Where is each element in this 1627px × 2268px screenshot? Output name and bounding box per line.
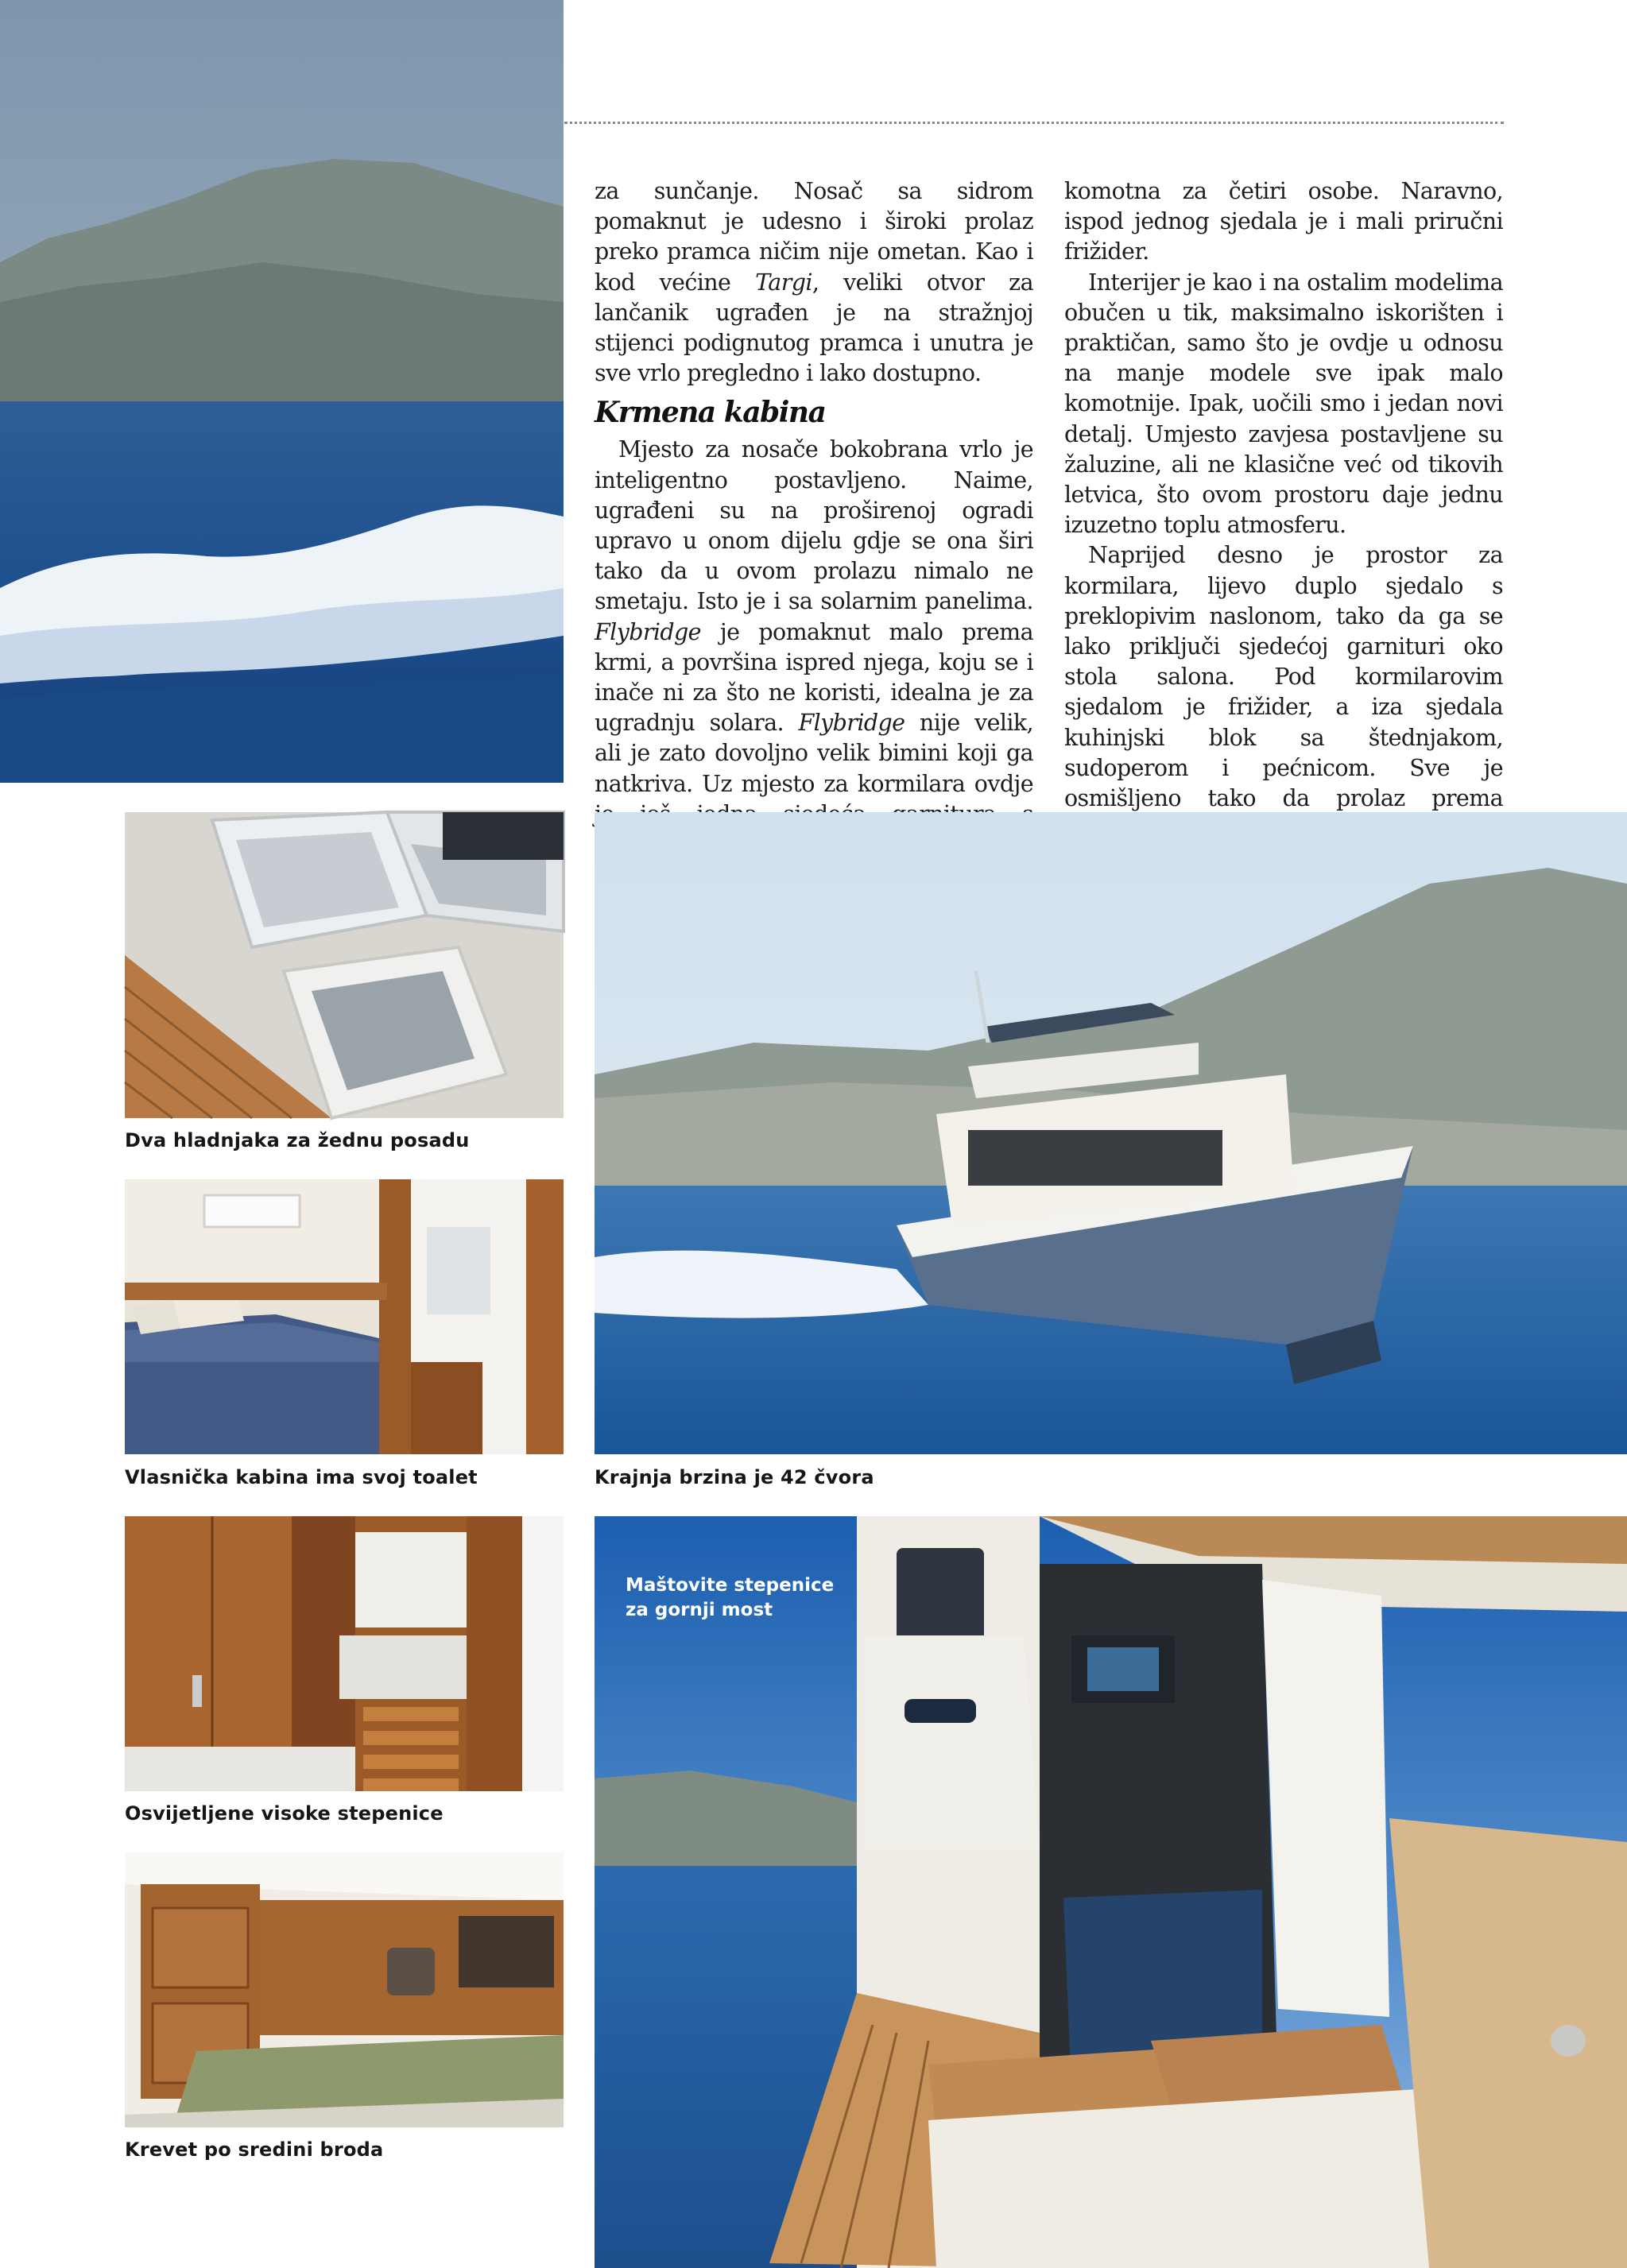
flybridge-boat-photo xyxy=(595,812,1627,1454)
caption-speed: Krajnja brzina je 42 čvora xyxy=(595,1466,874,1488)
sea-wake-photo xyxy=(0,0,564,783)
lit-stairs-photo xyxy=(125,1516,564,1791)
article-column-1 xyxy=(595,176,1033,797)
paragraph: komotna za četiri osobe. Naravno, ispod jednog sjedala je i mali priručni frižider. xyxy=(1064,178,1503,265)
emphasis: Flybridge xyxy=(595,618,701,645)
section-heading: Krmena kabina xyxy=(595,396,826,430)
text: nije velik, ali je zato dovoljno velik bimini koji ga natkriva. Uz mjesto za kormilara ovdje xyxy=(595,710,1033,797)
mid-bed-photo xyxy=(125,1852,564,2127)
fridges-photo xyxy=(125,812,564,1118)
paragraph: Interijer je kao i na ostalim modelima obučen u tik, maksimalno iskorišten i praktičan, samo što je ovdje u odnosu na manje modele sve ipak malo komotnije. Ipak, uočili smo i jedan novi detalj. Umjesto zavjesa postavljene su žaluzine, ali ne klasične već od tikovih letvica, što ovom prostoru daje jednu izuzetno toplu atmosferu. xyxy=(1064,269,1503,539)
paragraph xyxy=(595,176,1033,389)
text: , veliki otvor za lančanik ugrađen je na stražnjoj stijenci podignutog pramca i unutra je sve vrlo pregledno i lako dostupno. xyxy=(595,269,1033,387)
text: Mjesto za nosače bokobrana vrlo je inteligentno postavljeno. Naime, ugrađeni su na proširenoj ogradi upravo u onom dijelu gdje se ona širi tako da u ovom prolazu nimalo ne smetaju. Isto je i sa solarnim panelima. xyxy=(595,436,1033,615)
header-dotted-rule xyxy=(564,122,1504,124)
caption-upper-stairs xyxy=(626,1573,834,1623)
paragraph: Naprijed desno je prostor za kormilara, lijevo duplo sjedalo s preklopivim naslonom, tako da ga se lako priključi sjedećoj garnituri oko stola salona. Pod kormilarovim sjedalom je frižider, a iza sjedala kuhinjski blok sa štednjakom, sudoperom i pećnicom. Sve je osmišljeno tako da prolaz prema xyxy=(1064,542,1503,812)
emphasis: Targi xyxy=(755,269,812,296)
caption-stairs: Osvijetljene visoke stepenice xyxy=(125,1802,444,1825)
text: za sunčanje. Nosač sa sidrom pomaknut je udesno i široki prolaz preko pramca ničim nije ometan. Kao i kod većine xyxy=(595,178,1033,296)
paragraph xyxy=(595,435,1033,860)
emphasis: Flybridge xyxy=(798,710,905,737)
caption-owner-cabin: Vlasnička kabina ima svoj toalet xyxy=(125,1466,478,1488)
text: je pomaknut malo prema krmi, a površina ispred njega, koju se i inače ni za što ne koristi, idealna je za ugradnju solara. xyxy=(595,618,1033,737)
caption-fridges: Dva hladnjaka za žednu posadu xyxy=(125,1129,470,1151)
article-column-2 xyxy=(1064,176,1503,812)
caption-line: Maštovite stepenice xyxy=(626,1575,835,1596)
caption-line: za gornji most xyxy=(626,1600,773,1620)
owner-cabin-photo xyxy=(125,1179,564,1454)
caption-mid-bed: Krevet po sredini broda xyxy=(125,2138,384,2161)
cockpit-stairs-photo xyxy=(595,1516,1627,2268)
